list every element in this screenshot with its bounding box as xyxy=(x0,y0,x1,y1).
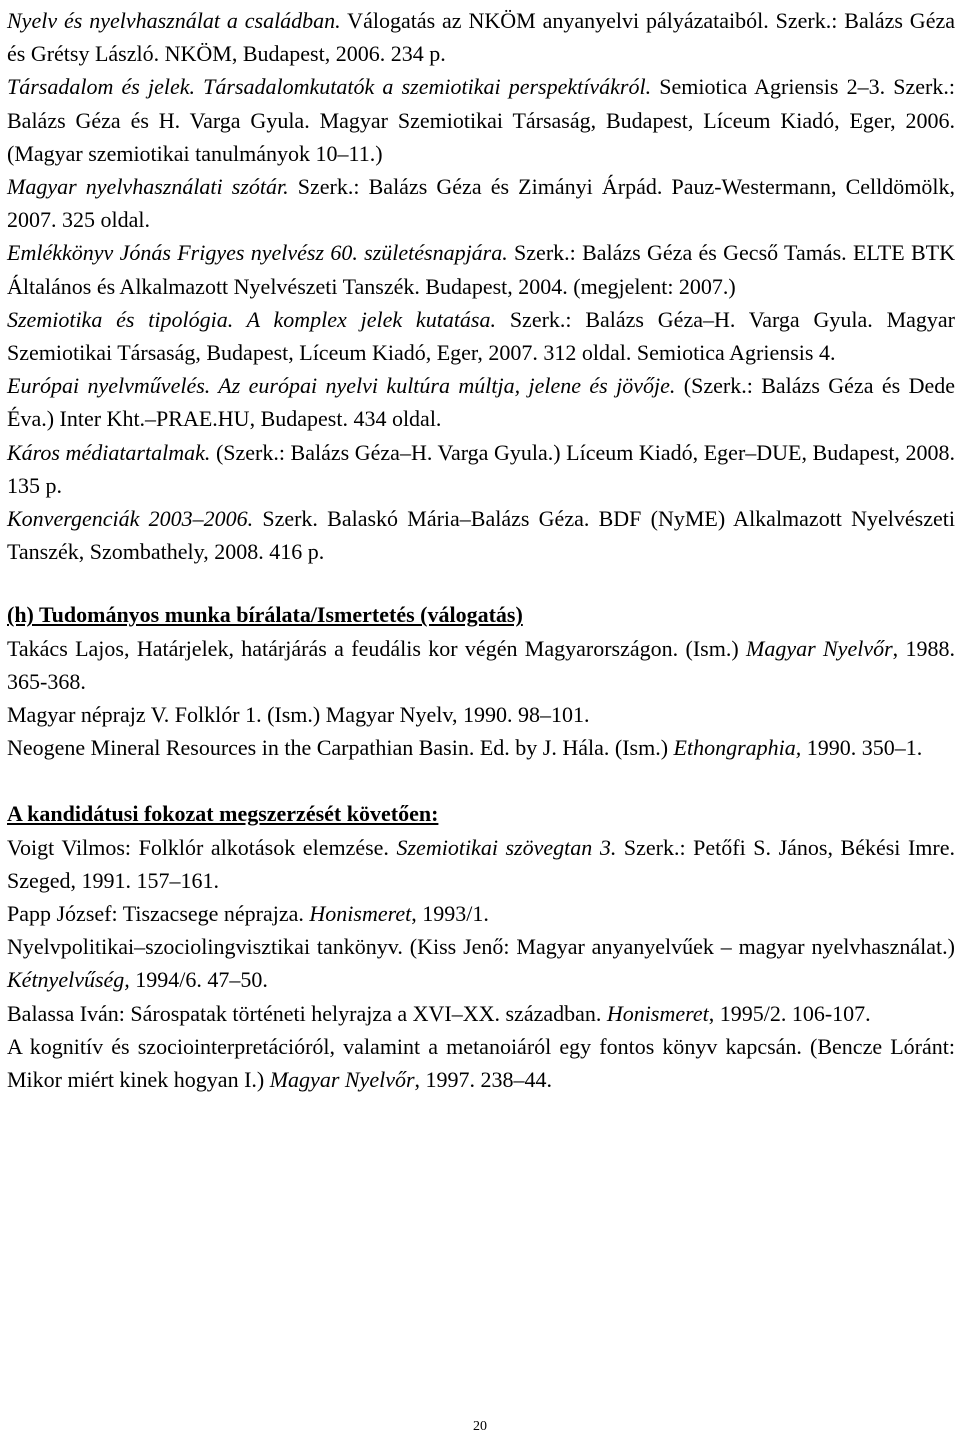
entry-text: Szerk.: Balázs Géza–H. Varga Gyula. Magyar Szemiotikai Társaság, Budapest, Líceum Kiadó, Eger, 2007. 312 oldal. Semiotica Agriensis 4. xyxy=(7,306,955,366)
bibliography-entry xyxy=(7,369,955,435)
spacer xyxy=(7,764,955,797)
entry-title-italic: Nyelv és nyelvhasználat a családban. xyxy=(7,8,341,33)
entry-title-italic: Európai nyelvművelés. Az európai nyelvi kultúra múltja, jelene és jövője. xyxy=(7,373,676,399)
bibliography-entry xyxy=(7,303,955,369)
entry-text: 1990. 350–1. xyxy=(801,735,923,761)
entry-text: A kognitív és szociointerpretációról, valamint a metanoiáról egy fontos könyv kapcsán. (Bencze Lóránt: Mikor miért kinek hogyan I.) xyxy=(7,1033,955,1093)
bibliography-entry xyxy=(7,236,955,302)
review-list-after-candidacy xyxy=(7,831,955,1097)
entry-title-italic: Honismeret xyxy=(309,901,412,927)
entry-text: Nyelvpolitikai–szociolingvisztikai tankönyv. (Kiss Jenő: Magyar anyanyelvűek – magyar nyelvhasználat.) xyxy=(7,934,955,960)
entry-text: , 1995/2. 106-107. xyxy=(708,1000,871,1026)
entry-title-italic: Káros médiatartalmak. xyxy=(7,439,211,465)
entry-text: Magyar néprajz V. Folklór 1. (Ism.) Magyar Nyelv, 1990. 98–101. xyxy=(7,702,590,728)
entry-title-italic: Konvergenciák 2003–2006. xyxy=(7,506,254,532)
bibliography-entry xyxy=(7,632,955,698)
section-h-heading: (h) Tudományos munka bírálata/Ismertetés (válogatás) xyxy=(7,602,523,628)
entry-text: Takács Lajos, Határjelek, határjárás a feudális kor végén Magyarországon. (Ism.) xyxy=(7,635,746,661)
spacer xyxy=(7,568,955,598)
bibliography-entry xyxy=(7,436,955,502)
entry-text: (Szerk.: Balázs Géza és Dede Éva.) Inter Kht.–PRAE.HU, Budapest. 434 oldal. xyxy=(7,373,955,432)
section-k-heading: A kandidátusi fokozat megszerzését követően: xyxy=(7,801,439,827)
bibliography-entry xyxy=(7,4,955,70)
bibliography-entry xyxy=(7,502,955,568)
bibliography-entry xyxy=(7,1030,955,1096)
entry-title-italic: Társadalom és jelek. Társadalomkutatók a szemiotikai perspektívákról. xyxy=(7,74,652,100)
entry-text: Papp József: Tiszacsege néprajza. xyxy=(7,901,310,927)
entry-text: Balassa Iván: Sárospatak történeti helyrajza a XVI–XX. században. xyxy=(7,1000,607,1026)
entry-title-italic: Magyar Nyelvőr xyxy=(746,635,893,661)
entry-text: Szerk.: Petőfi S. János, Békési Imre. Szeged, 1991. 157–161. xyxy=(7,834,955,893)
page-number: 20 xyxy=(473,1419,487,1434)
entry-text: Voigt Vilmos: Folklór alkotások elemzése. xyxy=(7,834,397,860)
entry-text: Válogatás az NKÖM anyanyelvi pályázataiból. Szerk.: Balázs Géza és Grétsy László. NKÖM, Budapest, 2006. 234 p. xyxy=(7,8,955,67)
entry-text: (Szerk.: Balázs Géza–H. Varga Gyula.) Líceum Kiadó, Eger–DUE, Budapest, 2008. 135 p. xyxy=(7,439,956,498)
entry-text: Semiotica Agriensis 2–3. Szerk.: Balázs Géza és H. Varga Gyula. Magyar Szemiotikai Társaság, Budapest, Líceum Kiadó, Eger, 2006. (Magyar szemiotikai tanulmányok 10–11.) xyxy=(7,74,955,166)
entry-title-italic: Ethongraphia, xyxy=(673,735,802,761)
entry-text: Neogene Mineral Resources in the Carpathian Basin. Ed. by J. Hála. (Ism.) xyxy=(7,735,674,761)
bibliography-entry xyxy=(7,997,955,1030)
bibliography-entry xyxy=(7,930,955,996)
entry-text: , 1997. 238–44. xyxy=(414,1067,553,1093)
bibliography-entry xyxy=(7,698,955,731)
entry-text: Szerk.: Balázs Géza és Zimányi Árpád. Pauz-Westermann, Celldömölk, 2007. 325 oldal. xyxy=(7,174,955,233)
document-page xyxy=(7,4,955,1096)
entry-title-italic: Emlékkönyv Jónás Frigyes nyelvész 60. születésnapjára. xyxy=(7,240,508,266)
entry-title-italic: Magyar nyelvhasználati szótár. xyxy=(7,174,289,200)
entry-text: Szerk.: Balázs Géza és Gecső Tamás. ELTE BTK Általános és Alkalmazott Nyelvészeti Tanszék. Budapest, 2004. (megjelent: 2007.) xyxy=(7,240,955,299)
bibliography-entry xyxy=(7,170,955,236)
entry-title-italic: Kétnyelvűség, xyxy=(7,967,130,993)
entry-title-italic: Szemiotika és tipológia. A komplex jelek kutatása. xyxy=(7,306,496,332)
entry-text: 1994/6. 47–50. xyxy=(129,967,268,993)
entry-title-italic: Honismeret xyxy=(606,1000,709,1026)
bibliography-entry xyxy=(7,831,955,897)
bibliography-entry xyxy=(7,897,955,930)
bibliography-entry xyxy=(7,731,955,764)
entry-text: , 1993/1. xyxy=(411,901,489,927)
entry-text: , 1988. 365-368. xyxy=(7,635,956,694)
review-list xyxy=(7,632,955,765)
entry-title-italic: Szemiotikai szövegtan 3. xyxy=(396,834,617,860)
bibliography-entry xyxy=(7,70,955,170)
entry-title-italic: Magyar Nyelvőr xyxy=(269,1067,415,1093)
entry-text: Szerk. Balaskó Mária–Balázs Géza. BDF (NyME) Alkalmazott Nyelvészeti Tanszék, Szombathely, 2008. 416 p. xyxy=(7,506,955,565)
bibliography-list-edited-volumes xyxy=(7,4,955,568)
